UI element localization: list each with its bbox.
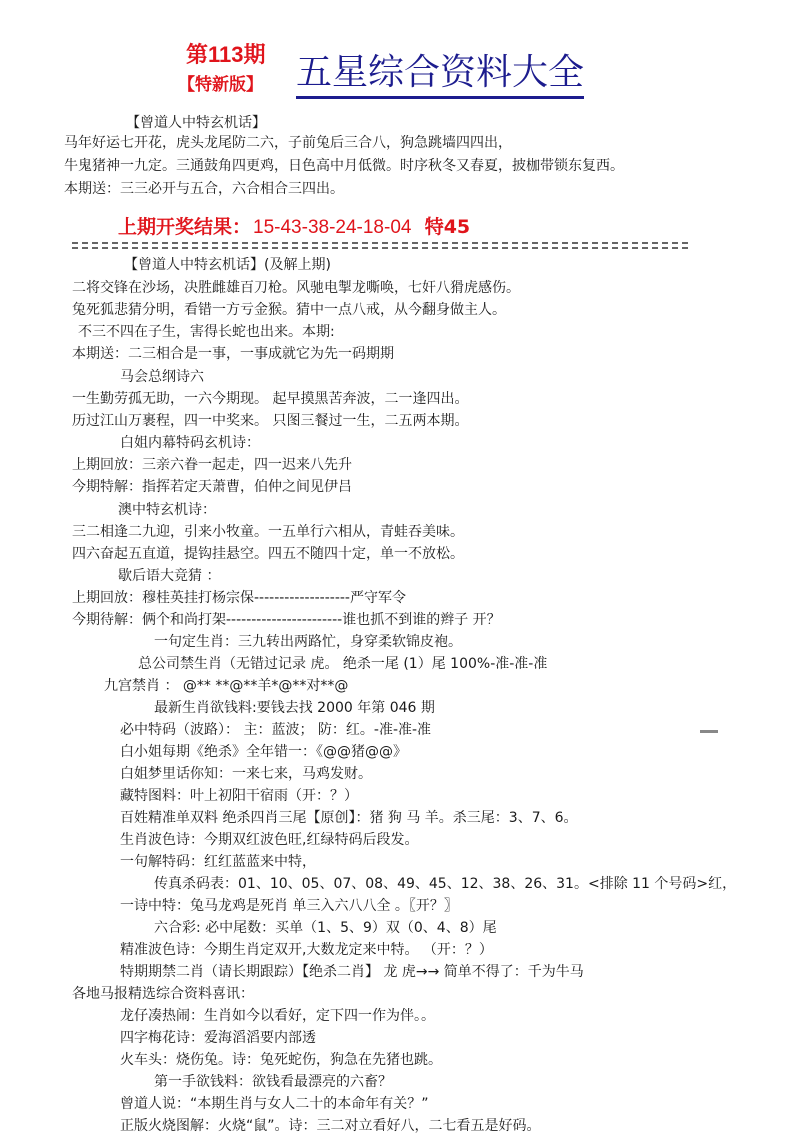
last-draw-result <box>118 212 470 239</box>
text-line: 白姐梦里话你知：一来七来，马鸡发财。 <box>120 766 372 782</box>
text-line: 白小姐每期《绝杀》全年错一：《@@猪@@》 <box>120 744 407 760</box>
text-line: 歇后语大竞猜 ： <box>118 568 221 584</box>
text-line: 传真杀码表：01、10、05、07、08、49、45、12、38、26、31。<排除 11 个号码>红， <box>154 876 737 892</box>
text-line: 一句定生肖：三九转出两路忙，身穿柔软锦皮袍。 <box>154 634 462 650</box>
text-line: 藏特图料：叶上初阳干宿雨（开：？） <box>120 788 358 804</box>
text-line: 不三不四在子生，害得长蛇也出来。本期: <box>78 324 335 340</box>
text-line: 一句解特码：红红蓝蓝来中特， <box>120 854 316 870</box>
text-line: 九宫禁肖 ： @** **@**羊*@**对**@ <box>104 678 349 694</box>
text-line: 马年好运七开花，虎头龙尾防二六，子前兔后三合八，狗急跳墙四四出， <box>64 135 512 151</box>
text-line: 今期待解：俩个和尚打架-----------------------谁也抓不到谁的辫子 开？ <box>72 612 501 628</box>
text-line: 总公司禁生肖（无错过记录 虎。 绝杀一尾 (1）尾 100%-准-准-准 <box>138 656 548 672</box>
text-line: 四六奋起五直道，提钩挂悬空。四五不随四十定，单一不放松。 <box>72 546 464 562</box>
text-line: 必中特码（波路）： 主：蓝波； 防：红。-准-准-准 <box>120 722 432 738</box>
text-line: 曾道人说：“本期生肖与女人二十的本命年有关？” <box>120 1096 429 1112</box>
text-line: 四字梅花诗：爱海滔滔要内部透 <box>120 1030 316 1046</box>
text-line: 【曾道人中特玄机话】(及解上期) <box>124 257 331 273</box>
text-line: 马会总纲诗六 <box>120 369 204 385</box>
stray-mark <box>700 730 718 733</box>
text-line: 生肖波色诗：今期双红波色旺,红绿特码后段发。 <box>120 832 419 848</box>
result-label: 上期开奖结果： <box>118 216 252 238</box>
text-line: 各地马报精选综合资料喜讯： <box>72 986 254 1002</box>
text-line: 最新生肖欲钱料:要钱去找 2000 年第 046 期 <box>154 700 435 716</box>
text-line: 本期送：三三必开与五合，六合相合三四出。 <box>64 181 344 197</box>
text-line: 兔死狐悲猜分明，看错一方亏金猴。猜中一点八戒，从今翻身做主人。 <box>72 302 506 318</box>
text-line: 第一手欲钱料：欲钱看最漂亮的六畜？ <box>154 1074 392 1090</box>
text-line: 三二相逢二九迎，引来小牧童。一五单行六相从，青蛙吞美味。 <box>72 524 464 540</box>
text-line: 牛鬼猪神一九定。三通鼓角四更鸡，日色高中月低微。时序秋冬又春夏，披枷带锁东复西。 <box>64 158 624 174</box>
issue-number: 第113期 <box>186 42 266 67</box>
text-line: 特期期禁二肖（请长期跟踪）【绝杀二肖】 龙 虎→→ 简单不得了：千为牛马 <box>120 964 584 980</box>
section-heading: 【曾道人中特玄机话】 <box>126 115 266 131</box>
text-line: 上期回放：三亲六眷一起走，四一迟来八先升 <box>72 457 352 473</box>
text-line: 火车头：烧伤兔。诗：兔死蛇伤，狗急在先猪也跳。 <box>120 1052 442 1068</box>
text-line: 历过江山万裹程，四一中奖来。 只图三餐过一生，二五两本期。 <box>72 413 469 429</box>
text-line: 一生勤劳孤无助，一六今期现。 起早摸黑苦奔波，二一逢四出。 <box>72 391 469 407</box>
result-special: 特45 <box>424 216 471 238</box>
text-line: 精准波色诗：今期生肖定双开,大数龙定来中特。 （开：？） <box>120 942 493 958</box>
text-line: 白姐内幕特码玄机诗： <box>120 435 260 451</box>
text-line: 今期特解：指挥若定天萧曹，伯仲之间见伊吕 <box>72 479 352 495</box>
text-line: 上期回放：穆桂英挂打杨宗保-------------------严守军令 <box>72 590 406 606</box>
text-line: 龙仔凑热闹：生肖如今以看好，定下四一作为伴。。 <box>120 1008 435 1024</box>
text-line: 澳中特玄机诗： <box>118 502 216 518</box>
text-line: 正版火烧图解：火烧“鼠”。诗：三二对立看好八，二七看五是好码。 <box>120 1118 541 1134</box>
edition-label: 【特新版】 <box>178 75 263 95</box>
text-line: 一诗中特：兔马龙鸡是死肖 单三入六八八全 。〖开？〗 <box>120 898 458 914</box>
text-line: 百姓精准单双料 绝杀四肖三尾【原创】：猪 狗 马 羊。杀三尾：3、7、6。 <box>120 810 578 826</box>
page-title: 五星综合资料大全 <box>296 50 584 99</box>
text-line: 二将交锋在沙场，决胜雌雄百刀枪。风驰电掣龙嘶唤，七奸八猾虎感伤。 <box>72 280 520 296</box>
result-numbers: 15-43-38-24-18-04 <box>253 217 412 238</box>
separator-line <box>72 240 688 252</box>
text-line: 本期送：二三相合是一事，一事成就它为先一码期期 <box>72 346 394 362</box>
text-line: 六合彩: 必中尾数：买单（1、5、9）双（0、4、8）尾 <box>154 920 497 936</box>
